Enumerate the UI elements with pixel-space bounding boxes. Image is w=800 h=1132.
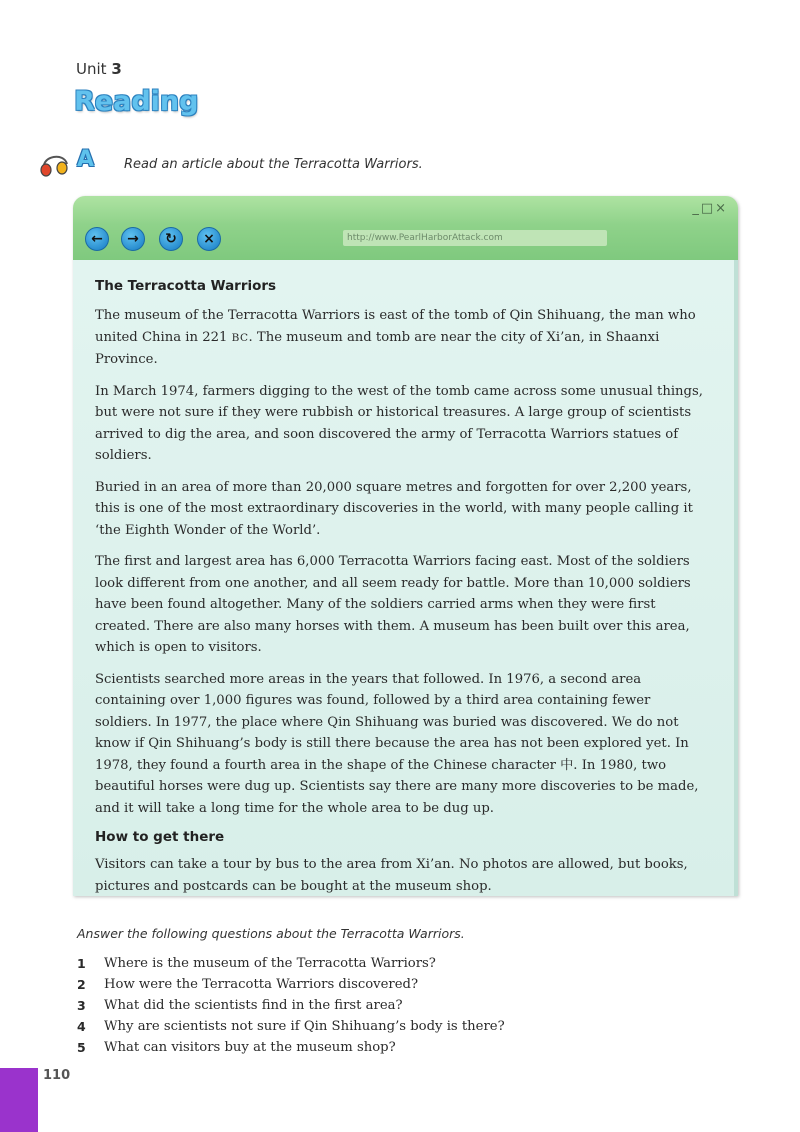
article-paragraph-3: Buried in an area of more than 20,000 square metres and forgotten for over 2,200 years, this is one of the most extraordinary discoveries in the world, with many people calling it ‘the Eighth Wonder of the World’. <box>95 479 693 538</box>
question-item: 2 How were the Terracotta Warriors discovered? <box>77 977 419 992</box>
section-title: Reading <box>74 86 199 117</box>
question-item: 5 What can visitors buy at the museum shop? <box>77 1040 396 1055</box>
scrollbar[interactable] <box>734 260 738 896</box>
url-bar[interactable]: http://www.PearlHarborAttack.com <box>343 230 607 246</box>
question-item: 1 Where is the museum of the Terracotta Warriors? <box>77 956 436 971</box>
activity-instruction: Read an article about the Terracotta Warriors. <box>124 157 423 172</box>
question-list <box>77 953 505 1058</box>
page-number: 110 <box>43 1068 71 1083</box>
forward-arrow-icon[interactable]: → <box>121 227 145 251</box>
unit-prefix: Unit <box>76 60 107 78</box>
question-item: 4 Why are scientists not sure if Qin Shihuang’s body is there? <box>77 1019 505 1034</box>
article-paragraph-6: Visitors can take a tour by bus to the area from Xi’an. No photos are allowed, but books, pictures and postcards can be bought at the museum shop. <box>95 857 688 894</box>
page-tab <box>0 1068 38 1132</box>
headphones-icon <box>38 150 72 180</box>
article-paragraph-4: The first and largest area has 6,000 Terracotta Warriors facing east. Most of the soldiers look different from one another, and all seem ready for battle. More than 10,000 soldiers have been found altogether. Many of the soldiers carried arms when they were first created. There are also many horses with them. A museum has been built over this area, which is open to visitors. <box>95 554 691 655</box>
article <box>95 278 707 896</box>
browser-toolbar <box>73 196 738 260</box>
article-subheading: How to get there <box>95 829 225 845</box>
unit-label <box>76 60 122 78</box>
browser-window <box>73 196 738 896</box>
window-controls[interactable]: _□× <box>692 201 728 216</box>
article-paragraph-2: In March 1974, farmers digging to the west of the tomb came across some unusual things, but were not sure if they were rubbish or historical treasures. A large group of scientists arrived to dig the area, and soon discovered the army of Terracotta Warriors statues of soldiers. <box>95 383 703 463</box>
article-paragraph-1: The museum of the Terracotta Warriors is east of the tomb of Qin Shihuang, the man who united China in 221 BC. The museum and tomb are near the city of Xi’an, in Shaanxi Province. <box>95 308 696 367</box>
refresh-icon[interactable]: ↻ <box>159 227 183 251</box>
stop-icon[interactable]: × <box>197 227 221 251</box>
questions-instruction: Answer the following questions about the Terracotta Warriors. <box>77 926 465 941</box>
article-title: The Terracotta Warriors <box>95 278 277 294</box>
question-item: 3 What did the scientists find in the first area? <box>77 998 403 1013</box>
activity-letter: A <box>77 147 95 172</box>
unit-number: 3 <box>111 60 122 78</box>
back-arrow-icon[interactable]: ← <box>85 227 109 251</box>
article-paragraph-5: Scientists searched more areas in the years that followed. In 1976, a second area containing over 1,000 figures was found, followed by a third area containing fewer soldiers. In 1977, the place where Qin Shihuang was buried was discovered. We do not know if Qin Shihuang’s body is still there because the area has not been explored yet. In 1978, they found a fourth area in the shape of the Chinese character 中. In 1980, two beautiful horses were dug up. Scientists say there are many more discoveries to be made, and it will take a long time for the whole area to be dug up. <box>95 671 699 816</box>
